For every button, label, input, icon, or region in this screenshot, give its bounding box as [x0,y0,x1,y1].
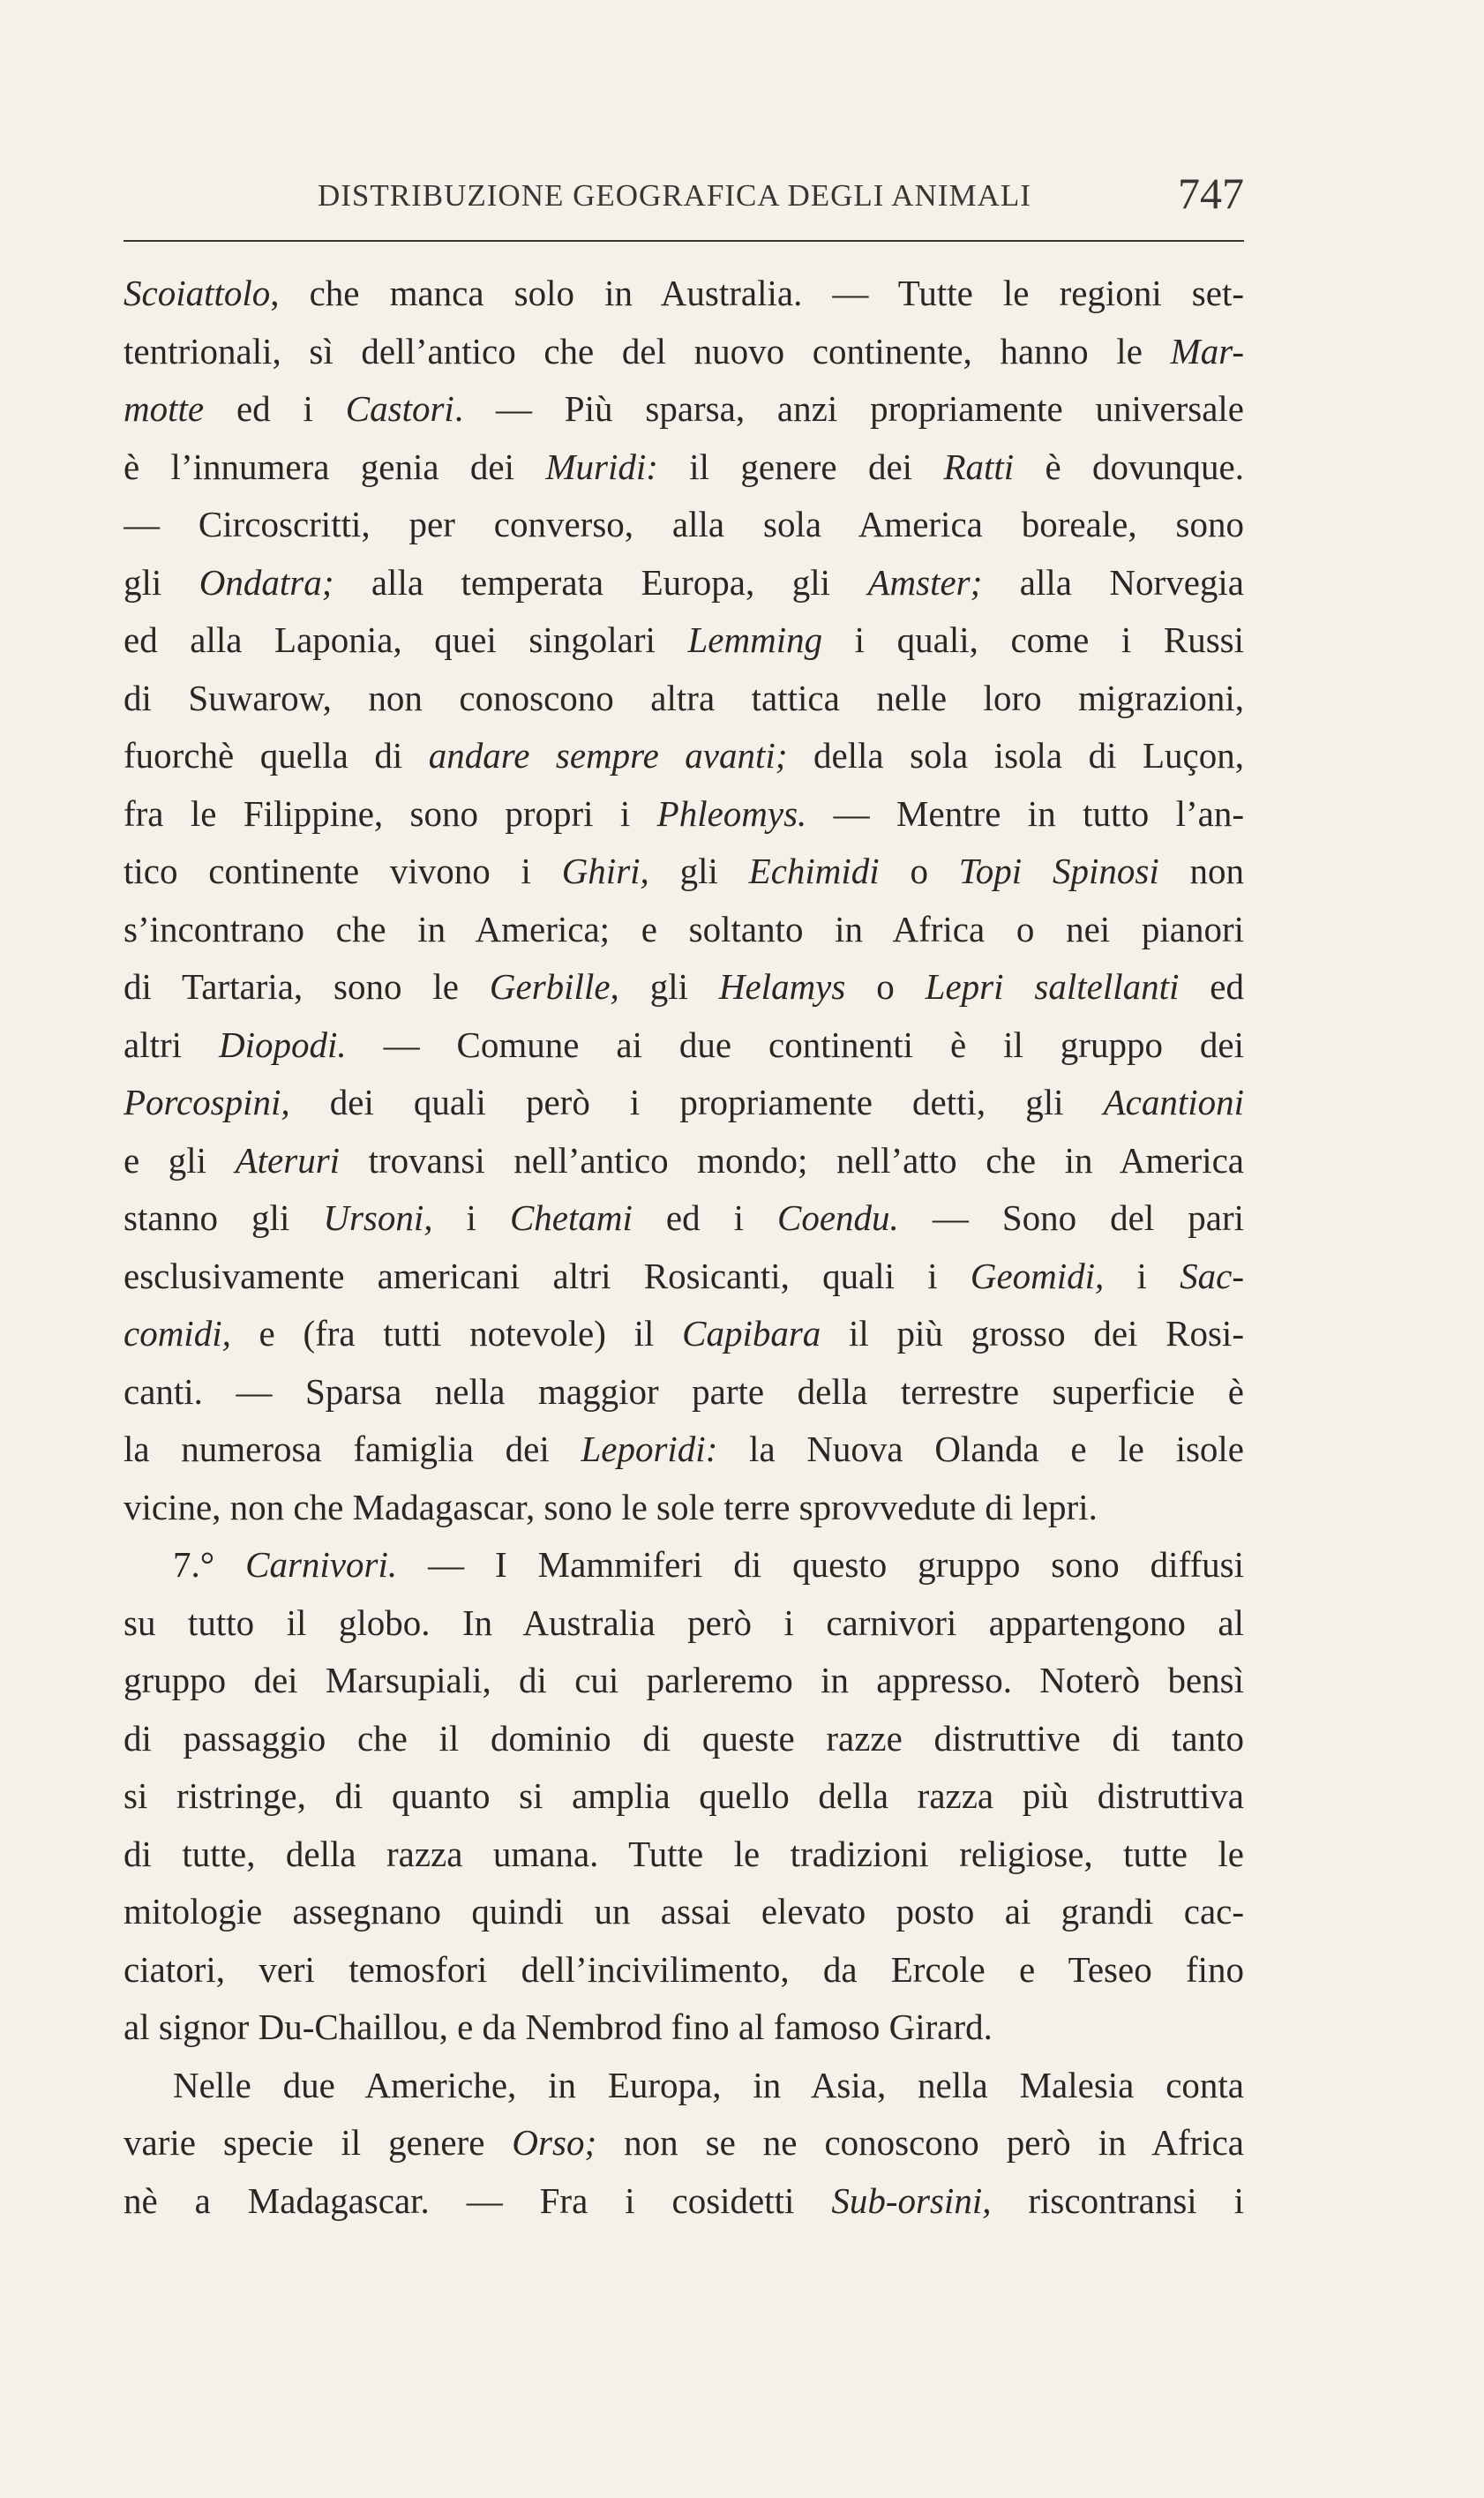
text-line: comidi, e (fra tutti notevole) il Capibara il più grosso dei Rosi- [124,1313,1244,1354]
italic-term: Castori [345,388,454,429]
italic-term: Diopodi. [218,1024,347,1065]
italic-term: Amster; [867,561,983,603]
text-line: ciatori, veri temosfori dell’incivilimento, da Ercole e Teseo fino [124,1948,1244,1990]
italic-term: Helamys [718,966,846,1007]
text-line: motte ed i Castori. — Più sparsa, anzi propriamente universale [124,388,1244,429]
text-line: Nelle due Americhe, in Europa, in Asia, nella Malesia conta [173,2064,1244,2105]
italic-term: Carnivori. [245,1544,398,1585]
text-line: di Suwarow, non conoscono altra tattica nelle loro migrazioni, [124,677,1244,718]
text-line: Scoiattolo, che manca solo in Australia. — Tutte le regioni set- [124,273,1244,313]
italic-term: Phleomys. [656,792,807,834]
italic-term: Muridi: [545,446,658,487]
text-line: stanno gli Ursoni, i Chetami ed i Coendu. — Sono del pari [124,1197,1244,1238]
text-line: nè a Madagascar. — Fra i cosidetti Sub-orsini, riscontransi i [124,2179,1244,2221]
italic-term: Lemming [687,619,823,660]
italic-term: Sub-orsini, [831,2179,992,2221]
italic-term: Echimidi [748,851,880,891]
text-line: di passaggio che il dominio di queste razze distruttive di tanto [124,1717,1244,1759]
text-line: altri Diopodi. — Comune ai due continenti è il gruppo dei [124,1024,1244,1065]
text-line: vicine, non che Madagascar, sono le sole terre sprovvedute di lepri. [124,1486,1098,1527]
text-line: fra le Filippine, sono propri i Phleomys. — Mentre in tutto l’an- [124,792,1244,834]
italic-term: Coendu. [777,1197,899,1238]
text-line: fuorchè quella di andare sempre avanti; della sola isola di Luçon, [124,735,1244,776]
text-line: ed alla Laponia, quei singolari Lemming i quali, come i Russi [124,619,1244,660]
italic-term: Mar- [1170,330,1244,371]
text-line: di Tartaria, sono le Gerbille, gli Helamys o Lepri saltellanti ed [124,966,1244,1007]
italic-term: Lepri saltellanti [925,966,1180,1007]
text-line: 7.° Carnivori. — I Mammiferi di questo gruppo sono diffusi [173,1544,1244,1585]
text-line: gli Ondatra; alla temperata Europa, gli Amster; alla Norvegia [124,561,1244,603]
text-line: esclusivamente americani altri Rosicanti, quali i Geomidi, i Sac- [124,1255,1244,1296]
italic-term: Porcospini, [124,1082,290,1122]
text-line: gruppo dei Marsupiali, di cui parleremo in appresso. Noterò bensì [124,1660,1244,1700]
text-line: è l’innumera genia dei Muridi: il genere dei Ratti è dovunque. [124,446,1244,487]
text-line: canti. — Sparsa nella maggior parte della terrestre superficie è [124,1370,1244,1412]
italic-term: Sac- [1180,1255,1244,1296]
body-text [124,265,1244,2230]
italic-term: Orso; [512,2122,597,2163]
italic-term: Ratti [943,446,1015,487]
text-line: varie specie il genere Orso; non se ne conoscono però in Africa [124,2122,1244,2163]
text-line: tentrionali, sì dell’antico che del nuovo continente, hanno le Mar- [124,330,1244,371]
italic-term: Ondatra; [199,561,334,603]
text-line: — Circoscritti, per converso, alla sola America boreale, sono [124,504,1244,544]
italic-term: Leporidi: [581,1429,718,1469]
text-line: e gli Ateruri trovansi nell’antico mondo; nell’atto che in America [124,1139,1244,1181]
italic-term: Capibara [682,1313,821,1354]
italic-term: comidi, [124,1313,231,1354]
italic-term: Ursoni, [323,1197,433,1238]
italic-term: Ateruri [235,1139,341,1181]
text-line: su tutto il globo. In Australia però i carnivori appartengono al [124,1602,1244,1643]
italic-term: Chetami [509,1197,633,1238]
header-rule [124,240,1244,242]
text-line: tico continente vivono i Ghiri, gli Echimidi o Topi Spinosi non [124,851,1244,891]
text-line: Porcospini, dei quali però i propriamente detti, gli Acantioni [124,1082,1244,1122]
running-title: DISTRIBUZIONE GEOGRAFICA DEGLI ANIMALI [318,178,1031,213]
italic-term: Topi Spinosi [958,851,1159,891]
italic-term: Ghiri, [561,851,649,891]
italic-term: motte [124,388,205,429]
italic-term: Acantioni [1103,1082,1244,1122]
text-line: si ristringe, di quanto si amplia quello della razza più distruttiva [124,1775,1244,1816]
italic-term: Gerbille, [489,966,619,1007]
italic-term: Geomidi, [970,1255,1105,1296]
italic-term: Scoiattolo [124,273,271,313]
italic-term: andare sempre avanti; [428,735,788,776]
text-line: di tutte, della razza umana. Tutte le tradizioni religiose, tutte le [124,1833,1244,1874]
page-header [124,169,1244,222]
text-line: la numerosa famiglia dei Leporidi: la Nuova Olanda e le isole [124,1429,1244,1469]
text-line: al signor Du-Chaillou, e da Nembrod fino al famoso Girard. [124,2007,993,2047]
page-number: 747 [1178,169,1244,218]
text-line: s’incontrano che in America; e soltanto in Africa o nei pianori [124,908,1244,949]
text-line: mitologie assegnano quindi un assai elevato posto ai grandi cac- [124,1891,1244,1932]
